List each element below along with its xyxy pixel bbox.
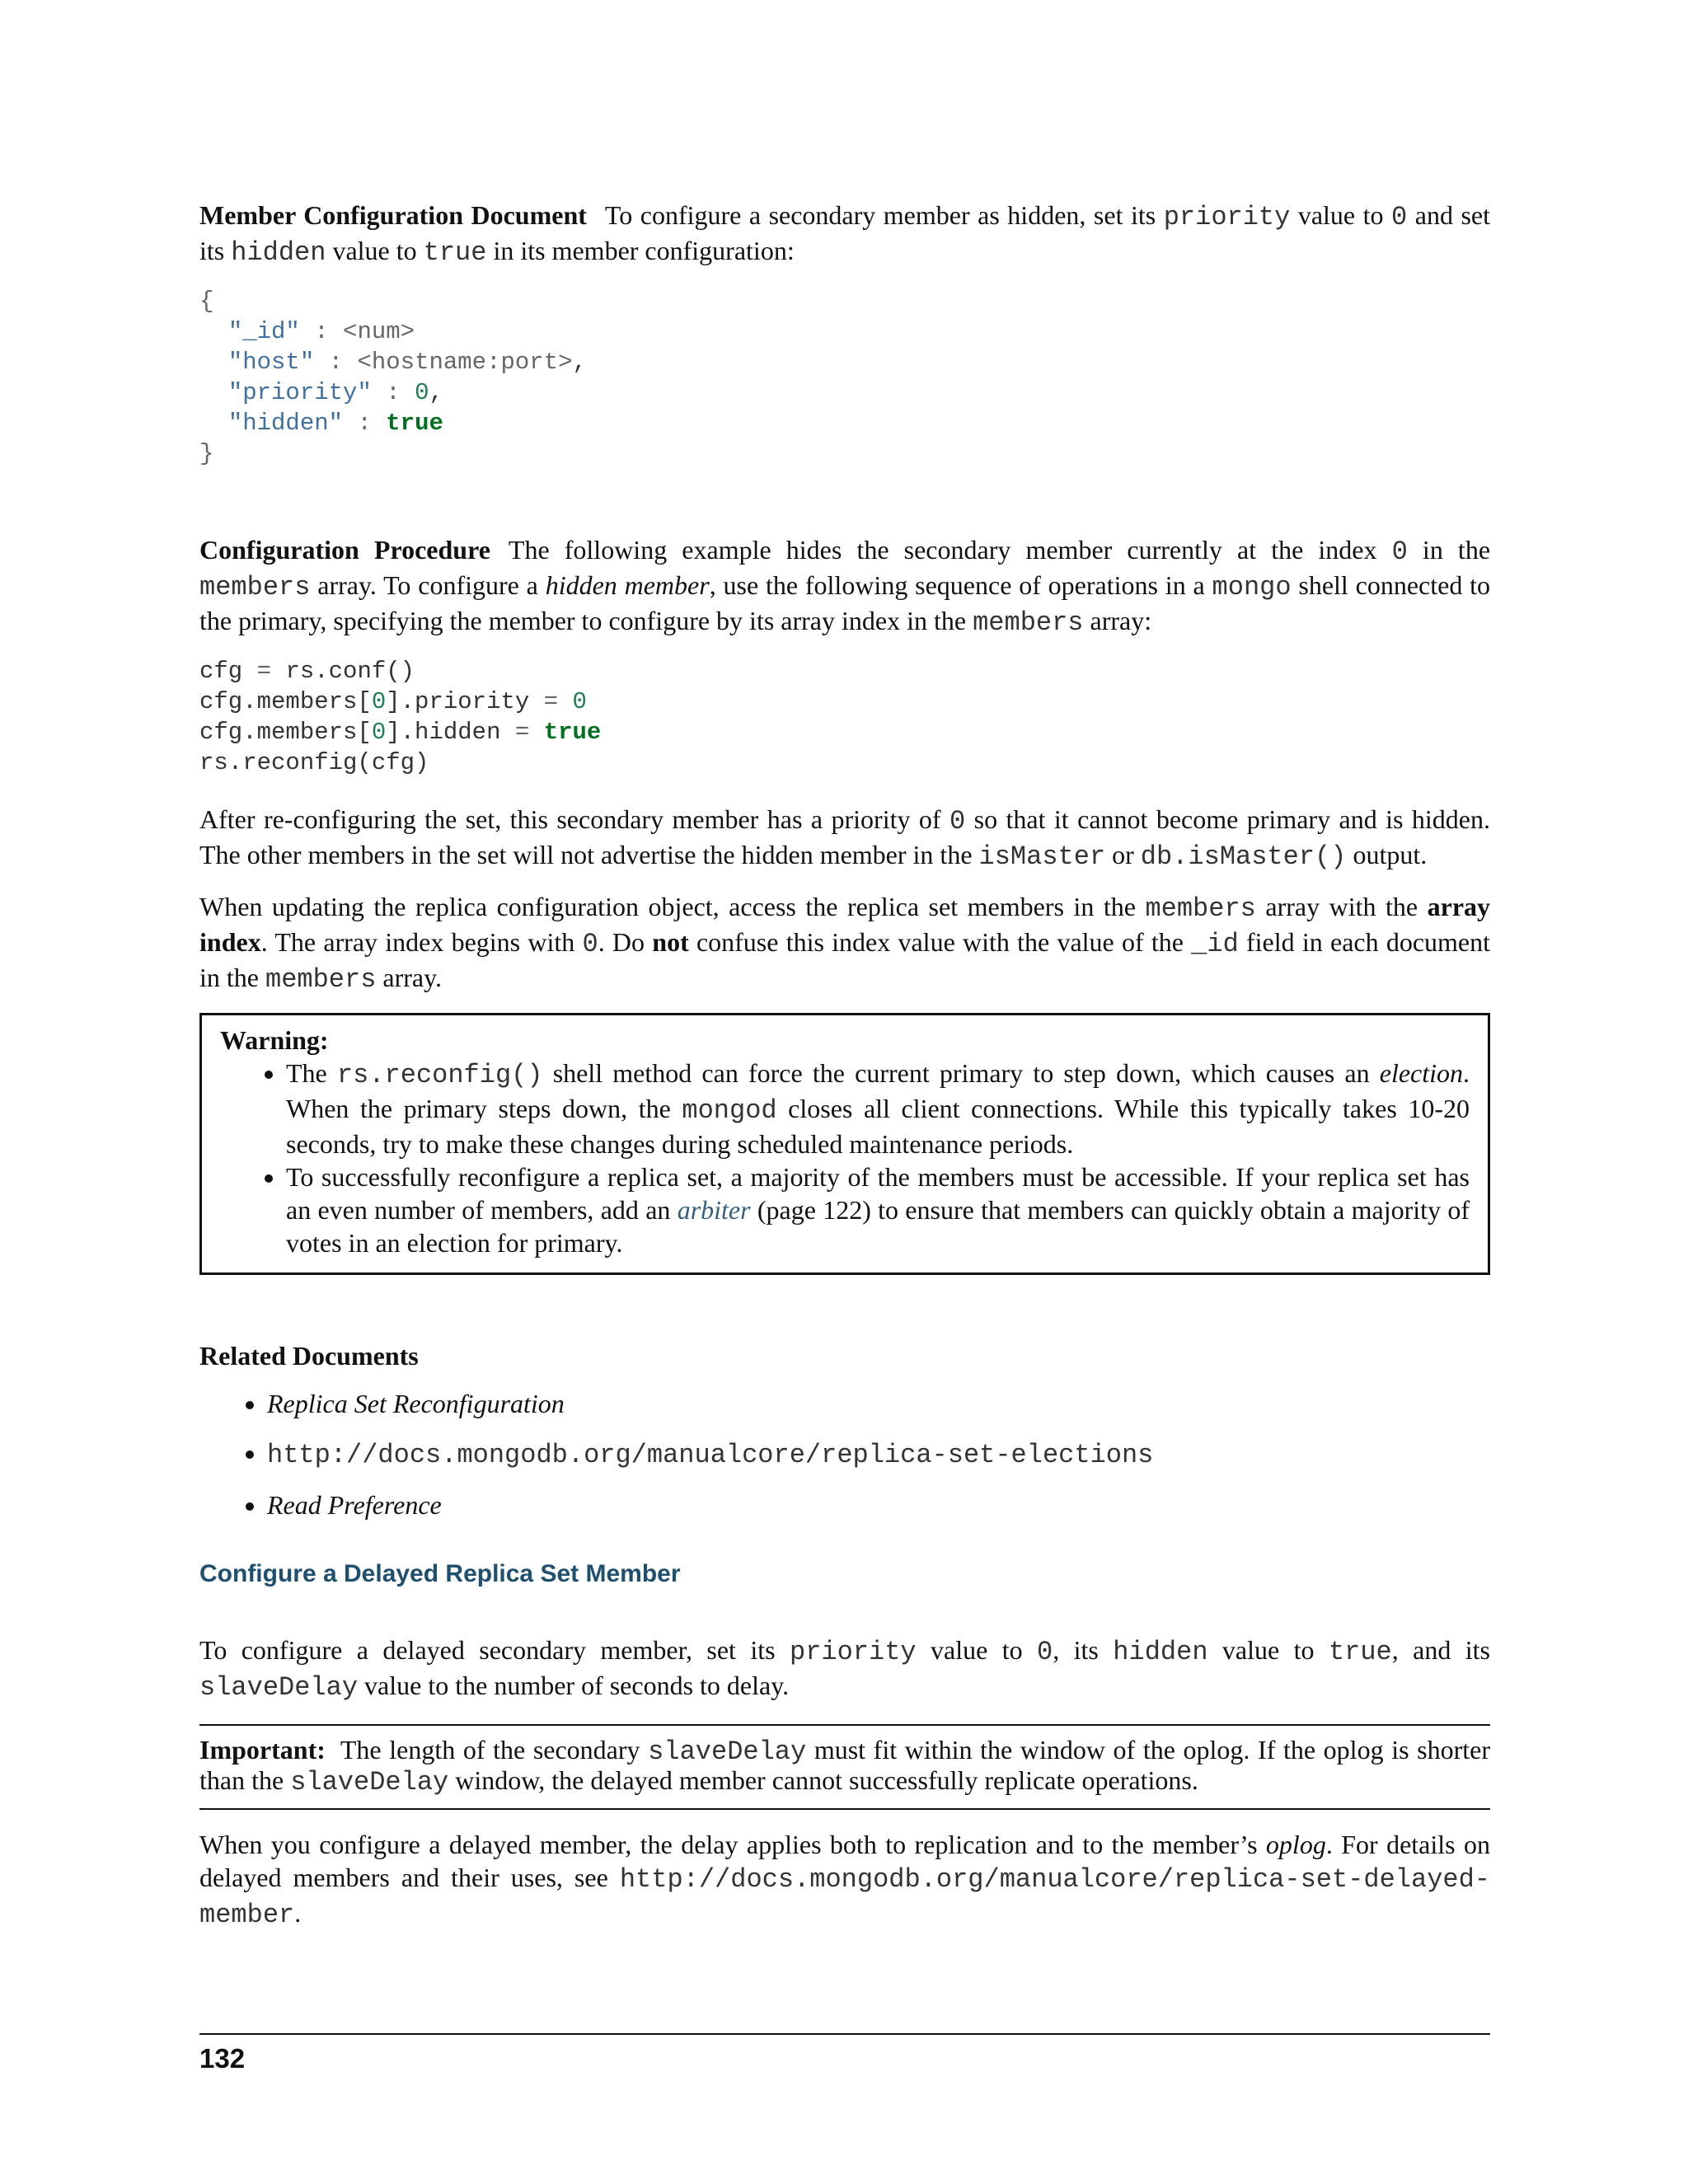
updating-paragraph: When updating the replica configuration object, access the replica set members in the members array with the array index. The array index begins with 0. Do not confuse this index value with the value of the _id field in each document in the members array. [199, 892, 1491, 995]
footer-rule [199, 2033, 1490, 2035]
delayed-member-url[interactable]: http://docs.mongodb.org/manualcore/replica-set-delayed-member [199, 1864, 1490, 1930]
related-item-read-preference[interactable]: • Read Preference [267, 1488, 1490, 1521]
delayed-member-paragraph: To configure a delayed secondary member, set its priority value to 0, its hidden value to true, and its slaveDelay value to the number of seconds to delay. [199, 1635, 1491, 1703]
procedure-heading: Configuration Procedure [199, 535, 490, 565]
procedure-code-block: cfg = rs.conf() cfg.members[0].priority = 0 cfg.members[0].hidden = true rs.reconfig(cfg) [199, 658, 602, 776]
related-documents-list [199, 1387, 1490, 1521]
page-number: 132 [199, 2043, 246, 2074]
related-item-elections-url[interactable]: • http://docs.mongodb.org/manualcore/replica-set-elections [267, 1436, 1490, 1472]
member-config-paragraph: Member Configuration Document To configure a secondary member as hidden, set its priority value to 0 and set its hidden value to true in its member configuration: [199, 200, 1491, 268]
warning-item: • The rs.reconfig() shell method can force the current primary to step down, which causes an election. When the primary steps down, the mongod closes all client connections. While this typically takes 10-20 seconds, try to make these changes during scheduled maintenance periods. [286, 1057, 1470, 1160]
warning-box [199, 1013, 1490, 1275]
related-item-replica-set-reconfiguration[interactable]: • Replica Set Reconfiguration [267, 1387, 1490, 1420]
member-config-heading: Member Configuration Document [199, 200, 587, 230]
page-content [199, 199, 1490, 1932]
warning-list [220, 1057, 1470, 1259]
warning-item: • To successfully reconfigure a replica set, a majority of the members must be accessible. If your replica set has an even number of members, add an arbiter (page 122) to ensure that members can quickly obtain a majority of votes in an election for primary. [286, 1160, 1470, 1259]
arbiter-link[interactable]: arbiter [677, 1195, 751, 1225]
delayed-member-heading: Configure a Delayed Replica Set Member [199, 1560, 681, 1587]
important-note: Important: The length of the secondary slaveDelay must fit within the window of the oplog. If the oplog is shorter than the slaveDelay window, the delayed member cannot successfully replicate operations. [199, 1724, 1490, 1810]
after-reconfig-paragraph: After re-configuring the set, this secondary member has a priority of 0 so that it cannot become primary and is hidden. The other members in the set will not advertise the hidden member in the isMaster or db.isMaster() output. [199, 804, 1491, 872]
important-label: Important: [199, 1735, 326, 1765]
procedure-paragraph: Configuration Procedure The following example hides the secondary member currently at the index 0 in the members array. To configure a hidden member, use the following sequence of operations in a mongo shell connected to the primary, specifying the member to configure by its array index in the members array: [199, 535, 1491, 638]
member-config-code-block: { "_id" : <num> "host" : <hostname:port>, "priority" : 0, "hidden" : true } [199, 288, 587, 467]
warning-title: Warning: [220, 1025, 329, 1055]
delayed-details-paragraph: When you configure a delayed member, the delay applies both to replication and to the member’s oplog. For details on delayed members and their uses, see http://docs.mongodb.org/manualcore/replica-set-delayed-member. [199, 1830, 1491, 1930]
related-documents-heading: Related Documents [199, 1341, 419, 1371]
